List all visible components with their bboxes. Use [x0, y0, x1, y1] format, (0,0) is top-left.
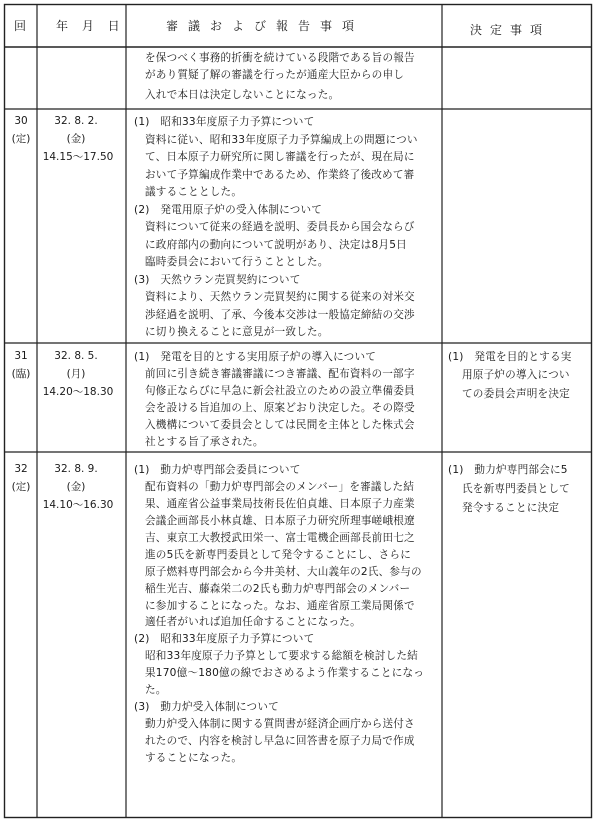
item-heading: (3) 天然ウラン売買契約について	[134, 273, 301, 286]
meeting-date: 32. 8. 9.	[54, 463, 98, 475]
item-text: 社とする旨了承された。	[145, 436, 264, 448]
item-text: 句修正ならびに早急に新会社設立のための設立準備委員	[145, 385, 415, 397]
item-text: 稲生光吉、藤森栄二の2氏も動力炉専門部会のメンバー	[145, 582, 411, 595]
header-date: 年 月 日	[56, 19, 125, 33]
item-text: 臨時委員会において行うこととした。	[145, 256, 329, 268]
item-text: 果170億～180億の線でおさめるよう作業することになっ	[145, 667, 425, 680]
item-text: 入機構について委員会としては民間を主体とした株式会	[145, 419, 415, 431]
item-text: 動力炉受入体制に関する質問書が経済企画庁から送付さ	[145, 718, 415, 731]
decision-text: 発令することに決定	[462, 502, 560, 514]
item-text: 適任者がいれば追加任命することになった。	[145, 616, 361, 629]
item-text: おいて予算編成作業中であるため、作業終了後改めて審	[145, 168, 415, 181]
decision-text: 用原子炉の導入につい	[462, 369, 570, 381]
item-text: 配布資料の「動力炉専門部会のメンバー」を審議した結	[145, 480, 415, 493]
item-text: することになった。	[145, 752, 243, 764]
meeting-weekday: (金)	[66, 133, 86, 145]
item-heading: (1) 昭和33年度原子力予算について	[134, 116, 315, 128]
meeting-type: (臨)	[11, 368, 31, 380]
decision-text: 氏を新専門委員として	[462, 483, 570, 495]
meeting-type: (定)	[11, 133, 31, 145]
item-text: れたので、内容を検討し早急に回答書を原子力局で作成	[145, 735, 415, 748]
item-text: に参加することになった。なお、通産省原工業局関係で	[145, 599, 415, 612]
meeting-date: 32. 8. 5.	[54, 350, 98, 362]
decision-text: (1) 発電を目的とする実	[448, 351, 572, 363]
meeting-type: (定)	[11, 481, 31, 493]
header-no: 回	[14, 19, 28, 33]
item-heading: (1) 動力炉専門部会委員について	[134, 464, 301, 476]
meeting-time: 14.20～18.30	[42, 386, 114, 398]
meeting-number: 32	[14, 463, 28, 475]
item-text: 進の5氏を新専門委員として発令することにし、さらに	[145, 548, 411, 561]
item-text: に政府部内の動向について説明があり、決定は8月5日	[145, 238, 407, 251]
decision-text: (1) 動力炉専門部会に5	[448, 464, 568, 476]
item-heading: (2) 昭和33年度原子力予算について	[134, 633, 315, 646]
meeting-time: 14.10～16.30	[42, 499, 114, 511]
item-text: て、日本原子力研究所に関し審議を行ったが、現在局に	[145, 151, 415, 163]
item-text: 前回に引き続き審議審議につき審議、配布資料の一部字	[145, 368, 415, 380]
item-text: 昭和33年度原子力予算として要求する総額を検討した結	[145, 650, 418, 663]
item-text: 原子燃料専門部会から今井美材、大山義年の2氏、参与の	[145, 565, 422, 578]
continuation-line: 入れで本日は決定しないことになった。	[145, 89, 340, 101]
item-text: 会を設ける旨追加の上、原案どおり決定した。その際受	[145, 402, 415, 414]
meeting-date: 32. 8. 2.	[54, 115, 98, 127]
item-text: 果、通産省公益事業局技術長佐伯貞雄、日本原子力産業	[145, 497, 415, 510]
item-text: 会議企画部長小林貞雄、日本原子力研究所理事嵯峨根遼	[145, 514, 415, 527]
item-text: に切り換えることに意見が一致した。	[145, 326, 329, 338]
meeting-number: 31	[14, 350, 28, 362]
item-heading: (3) 動力炉受入体制について	[134, 701, 279, 714]
item-text: た。	[145, 684, 167, 697]
continuation-line: があり質疑了解の審議を行ったが通産大臣からの申し	[145, 69, 405, 81]
item-text: 渉経過を説明、了承、今後本交渉は一般協定締結の交渉	[145, 308, 415, 321]
item-text: 資料に従い、昭和33年度原子力予算編成上の問題につい	[145, 133, 418, 146]
meeting-number: 30	[14, 115, 28, 127]
item-heading: (2) 発電用原子炉の受入体制について	[134, 203, 323, 216]
continuation-line: を保つべく事務的折衝を続けている段階である旨の報告	[145, 52, 415, 64]
decision-text: ての委員会声明を決定	[462, 388, 570, 400]
meeting-time: 14.15～17.50	[42, 151, 114, 163]
header-matters: 審議および報告事項	[166, 19, 365, 33]
meeting-weekday: (月)	[66, 368, 86, 380]
meeting-weekday: (金)	[66, 481, 86, 493]
item-text: 資料について従来の経過を説明、委員長から国会ならび	[145, 221, 415, 233]
item-text: 資料により、天然ウラン売買契約に関する従来の対米交	[145, 291, 415, 303]
item-heading: (1) 発電を目的とする実用原子炉の導入について	[134, 351, 377, 363]
item-text: 議することとした。	[145, 186, 243, 198]
header-decisions: 決定事項	[470, 23, 551, 37]
item-text: 吉、東京工大教授武田栄一、富士電機企画部長前田七之	[145, 531, 415, 544]
